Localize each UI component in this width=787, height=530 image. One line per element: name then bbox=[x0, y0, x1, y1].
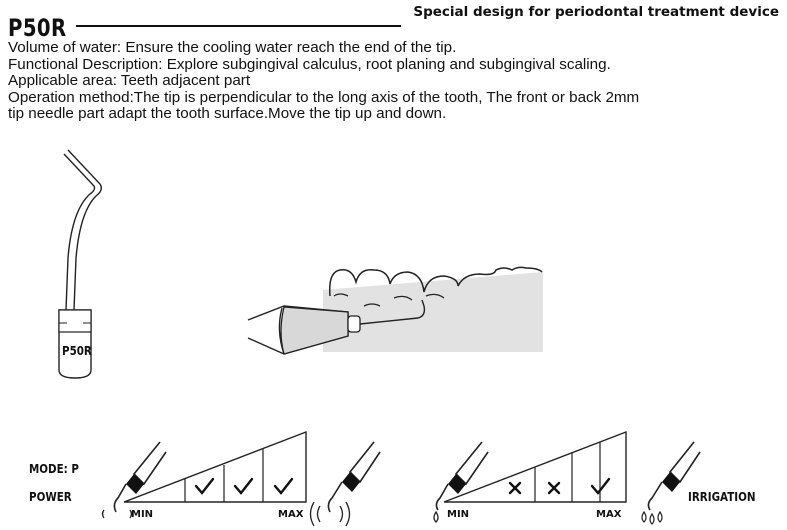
irrigation-cross-mark-2 bbox=[549, 483, 559, 493]
irrigation-min-label: MIN bbox=[447, 509, 470, 520]
page-subtitle: Special design for periodontal treatment device bbox=[413, 4, 779, 20]
tip-model-label: P50R bbox=[62, 344, 92, 358]
mode-label: MODE: P bbox=[29, 462, 79, 476]
operation-text-line1: Operation method:The tip is perpendicular to the long axis of the tooth, The front or back 2mm bbox=[8, 88, 640, 106]
power-level-scale bbox=[120, 428, 310, 508]
operation-text-line2: tip needle part adapt the tooth surface.Move the tip up and down. bbox=[8, 105, 447, 122]
power-max-label: MAX bbox=[278, 509, 304, 520]
power-check-mark-3 bbox=[275, 479, 292, 493]
teeth-treatment-illustration bbox=[248, 262, 548, 362]
power-vibration-handpiece-icon bbox=[308, 440, 388, 525]
title-underline bbox=[76, 25, 401, 27]
applicable-area-text: Applicable area: Teeth adjacent part bbox=[8, 72, 251, 89]
irrigation-water-handpiece-icon bbox=[630, 440, 700, 525]
product-model-title: P50R bbox=[8, 14, 67, 42]
function-text: Functional Description: Explore subgingival calculus, root planing and subgingival scaling. bbox=[8, 55, 611, 73]
irrigation-cross-mark-1 bbox=[510, 483, 520, 493]
irrigation-label: IRRIGATION bbox=[688, 490, 756, 504]
power-check-mark-2 bbox=[235, 479, 252, 493]
description-block bbox=[8, 40, 786, 123]
irrigation-level-scale bbox=[440, 428, 630, 508]
water-volume-text: Volume of water: Ensure the cooling water reach the end of the tip. bbox=[8, 39, 457, 56]
power-label: POWER bbox=[29, 490, 72, 504]
power-check-mark-1 bbox=[196, 479, 213, 493]
power-min-label: MIN bbox=[131, 509, 154, 520]
irrigation-max-label: MAX bbox=[596, 509, 622, 520]
